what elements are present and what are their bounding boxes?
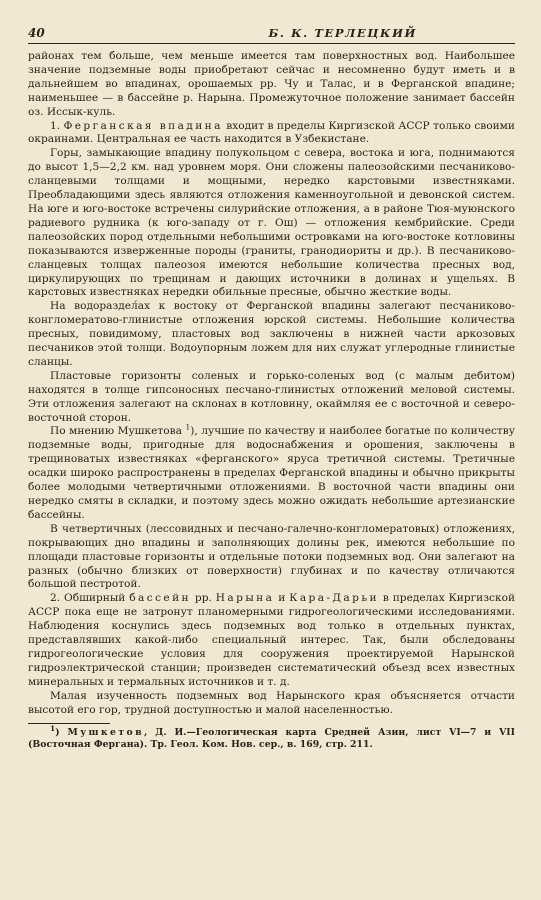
footnote-ref[interactable]: 1 (185, 422, 191, 432)
spaced-term: Ферганская впадина (63, 119, 223, 132)
spaced-term: бассейн (129, 592, 192, 605)
footnote-rule (28, 723, 110, 724)
spaced-term: Нарына (215, 592, 275, 605)
page-number: 40 (28, 26, 45, 40)
running-header (28, 26, 515, 44)
footnote-marker: 1 (50, 723, 56, 733)
paragraph: На водораздел́ах к востоку от Ферганской впадины залегают песчаниково-конгломератово-глинистые отложения юрской системы. Небольшие количества пресных, повидимому, пластовых вод заключены в нижней части аркозовых песчаников этой толщи. Водоупорным ложем для них служат углеродные глинистые сланцы. (28, 300, 515, 368)
spaced-term: Кара-Дарьи (289, 592, 379, 605)
footnote: $^1$) Мушкетов, Д. И.—Геологическая карта Средней Азии, лист VI—7 и VII (Восточная Фергана). Тр. Геол. Ком. Нов. сер., в. 169, стр. 211. (28, 723, 515, 750)
running-head-author: Б. К. ТЕРЛЕЦКИЙ (268, 26, 417, 40)
paragraph: районах тем больше, чем меньше имеется там поверхностных вод. Наибольшее значение подземные воды приобретают сейчас и несомненно будут иметь и в дальнейшем во впадинах, орошаемых рр. Чу и Талас, и в Ферганской впадине; наименьшее — в бассейне р. Нарына. Промежуточное положение занимает бассейн оз. Иссык-куль. (28, 50, 515, 118)
paragraph: 1. Ферганская впадина входит в пределы Киргизской АССР только своими окраинами. Центральная ее часть находится в Узбекистане. (28, 119, 515, 146)
footnote-author: Мушкетов (67, 726, 144, 738)
paragraph: Горы, замыкающие впадину полукольцом с севера, востока и юга, поднимаются до высот 1,5—2,2 км. над уровнем моря. Они сложены палеозойскими песчаниково-сланцевыми толщами и мощными, нередко карстовыми известняками. Преобладающими здесь являются отложения каменноугольной и девонской систем. На юге и юго-востоке встречены силурийские отложения, а в районе Тюя-муюнского радиевого рудника (к юго-западу от г. Ош) — отложения кембрийские. Среди палеозойских пород отдельными небольшими островками на юго-востоке котловины показываются изверженные породы (граниты, гранодиориты и др.). В песчаниково-сланцевых толщах палеозоя имеются небольшие количества пресных вод, циркулирующих по трещинам и дающих источники в долинах и ущельях. В карстовых известняках нередки обильные пресные, обычно жесткие воды. (28, 147, 515, 299)
paragraph: По мнению Мушкетова $^1$), лучшие по качеству и наиболее богатые по количеству подземные воды, пригодные для водоснабжения и орошения, заключены в трещиноватых известняках «ферганского» яруса третичной системы. Третичные осадки широко распространены в пределах Ферганской впадины и обычно прикрыты более молодыми четвертичными отложениями. В восточной части впадины они нередко смяты в складки, и поэтому здесь можно ожидать небольшие артезианские бассейны. (28, 422, 515, 521)
paragraph: В четвертичных (лессовидных и песчано-галечно-конгломератовых) отложениях, покрывающих дно впадины и заполняющих долины рек, имеются небольшие по площади пластовые горизонты и отдельные потоки подземных вод. Они залегают на разных (обычно близких от поверхности) глубинах и по качеству отличаются большой пестротой. (28, 522, 515, 591)
paragraph: Пластовые горизонты соленых и горько-соленых вод (с малым дебитом) находятся в толще гипсоносных песчано-глинистых отложений меловой системы. Эти отложения залегают на склонах в котловину, окаймляя ее с восточной и северо-восточной сторон. (28, 369, 515, 424)
paragraph: 2. Обширный бассейн рр. Нарына и Кара-Дарьи в пределах Киргизской АССР пока еще не затронут планомерными гидрогеологическими исследованиями. Наблюдения коснулись здесь подземных вод только в отдельных пунктах, представлявших какой-либо специальный интерес. Так, были обследованы гидрогеологические условия для сооружения проектируемой Нарынской гидроэлектрической станции; произведен систематический объезд всех известных минеральных и термальных источников и т. д. (28, 592, 516, 688)
main-text (28, 50, 515, 718)
paragraph: Малая изученность подземных вод Нарынского края объясняется отчасти высотой его гор, трудной доступностью и малой населенностью. (28, 689, 515, 716)
